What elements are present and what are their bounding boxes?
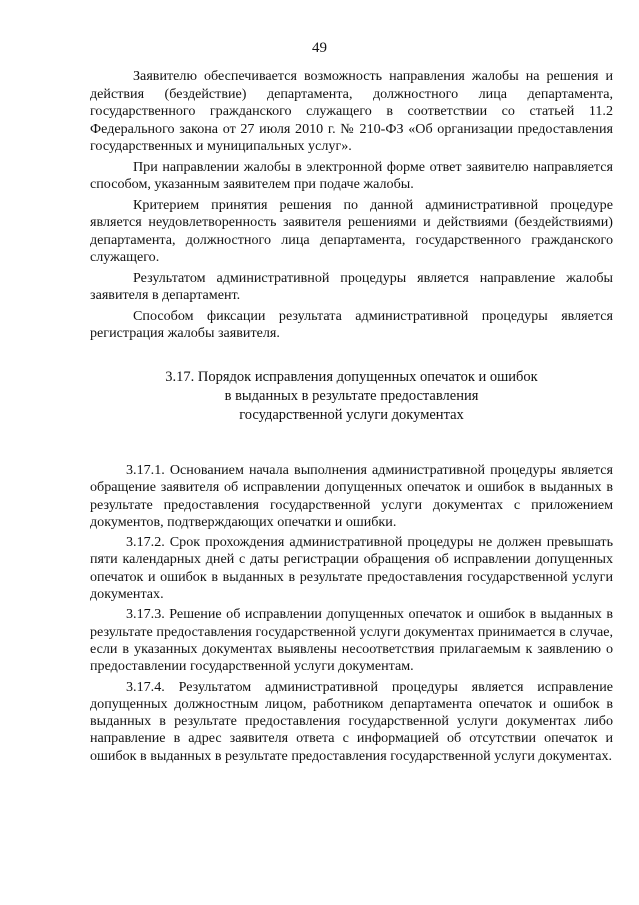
paragraph-3-17-2: 3.17.2. Срок прохождения административной процедуры не должен превышать пяти календарных дней с даты регистрации обращения об исправлении допущенных опечаток и ошибок в выданных в результате предоставления государственной услуги документах. [90, 534, 613, 603]
section-body [90, 462, 613, 768]
paragraph-3-17-4: 3.17.4. Результатом административной процедуры является исправление допущенных должностным лицом, работником департамента опечаток и ошибок в выданных в результате предоставления государственной услуги документах либо направление в адрес заявителя ответа с информацией об отсутствии опечаток и ошибок в выданных в результате предоставления государственной услуги документах. [90, 678, 613, 764]
paragraph-electronic-response: При направлении жалобы в электронной форме ответ заявителю направляется способом, указанным заявителем при подаче жалобы. [90, 158, 613, 192]
section-heading-line: государственной услуги документах [239, 407, 464, 423]
page-number: 49 [312, 40, 327, 56]
paragraph-3-17-1: 3.17.1. Основанием начала выполнения административной процедуры является обращение заявителя об исправлении допущенных опечаток и ошибок в выданных в результате предоставления государственной услуги документах с приложением документов, подтверждающих опечатки и ошибки. [90, 462, 613, 530]
section-heading-line: в выданных в результате предоставления [224, 388, 479, 404]
paragraph-fixation-method: Способом фиксации результата административной процедуры является регистрация жалобы заявителя. [90, 307, 613, 341]
paragraph-complaint-right: Заявителю обеспечивается возможность направления жалобы на решения и действия (бездействие) департамента, должностного лица департамента, государственного гражданского служащего в соответствии со статьей 11.2 Федерального закона от 27 июля 2010 г. № 210-ФЗ «Об организации предоставления государственных и муниципальных услуг». [90, 68, 613, 154]
complaint-procedure-text [90, 68, 613, 346]
section-heading [90, 368, 613, 425]
paragraph-decision-criterion: Критерием принятия решения по данной административной процедуре является неудовлетворенность заявителя решениями и действиями (бездействиями) департамента, должностного лица департамента, государственного гражданского служащего. [90, 196, 613, 265]
paragraph-procedure-result: Результатом административной процедуры является направление жалобы заявителя в департамент. [90, 269, 613, 303]
paragraph-3-17-3: 3.17.3. Решение об исправлении допущенных опечаток и ошибок в выданных в результате предоставления государственной услуги документах принимается в случае, если в указанных документах выявлены несоответствия прилагаемым к заявлению о предоставлении государственной услуги документам. [90, 606, 613, 675]
section-heading-line: 3.17. Порядок исправления допущенных опечаток и ошибок [165, 369, 538, 385]
